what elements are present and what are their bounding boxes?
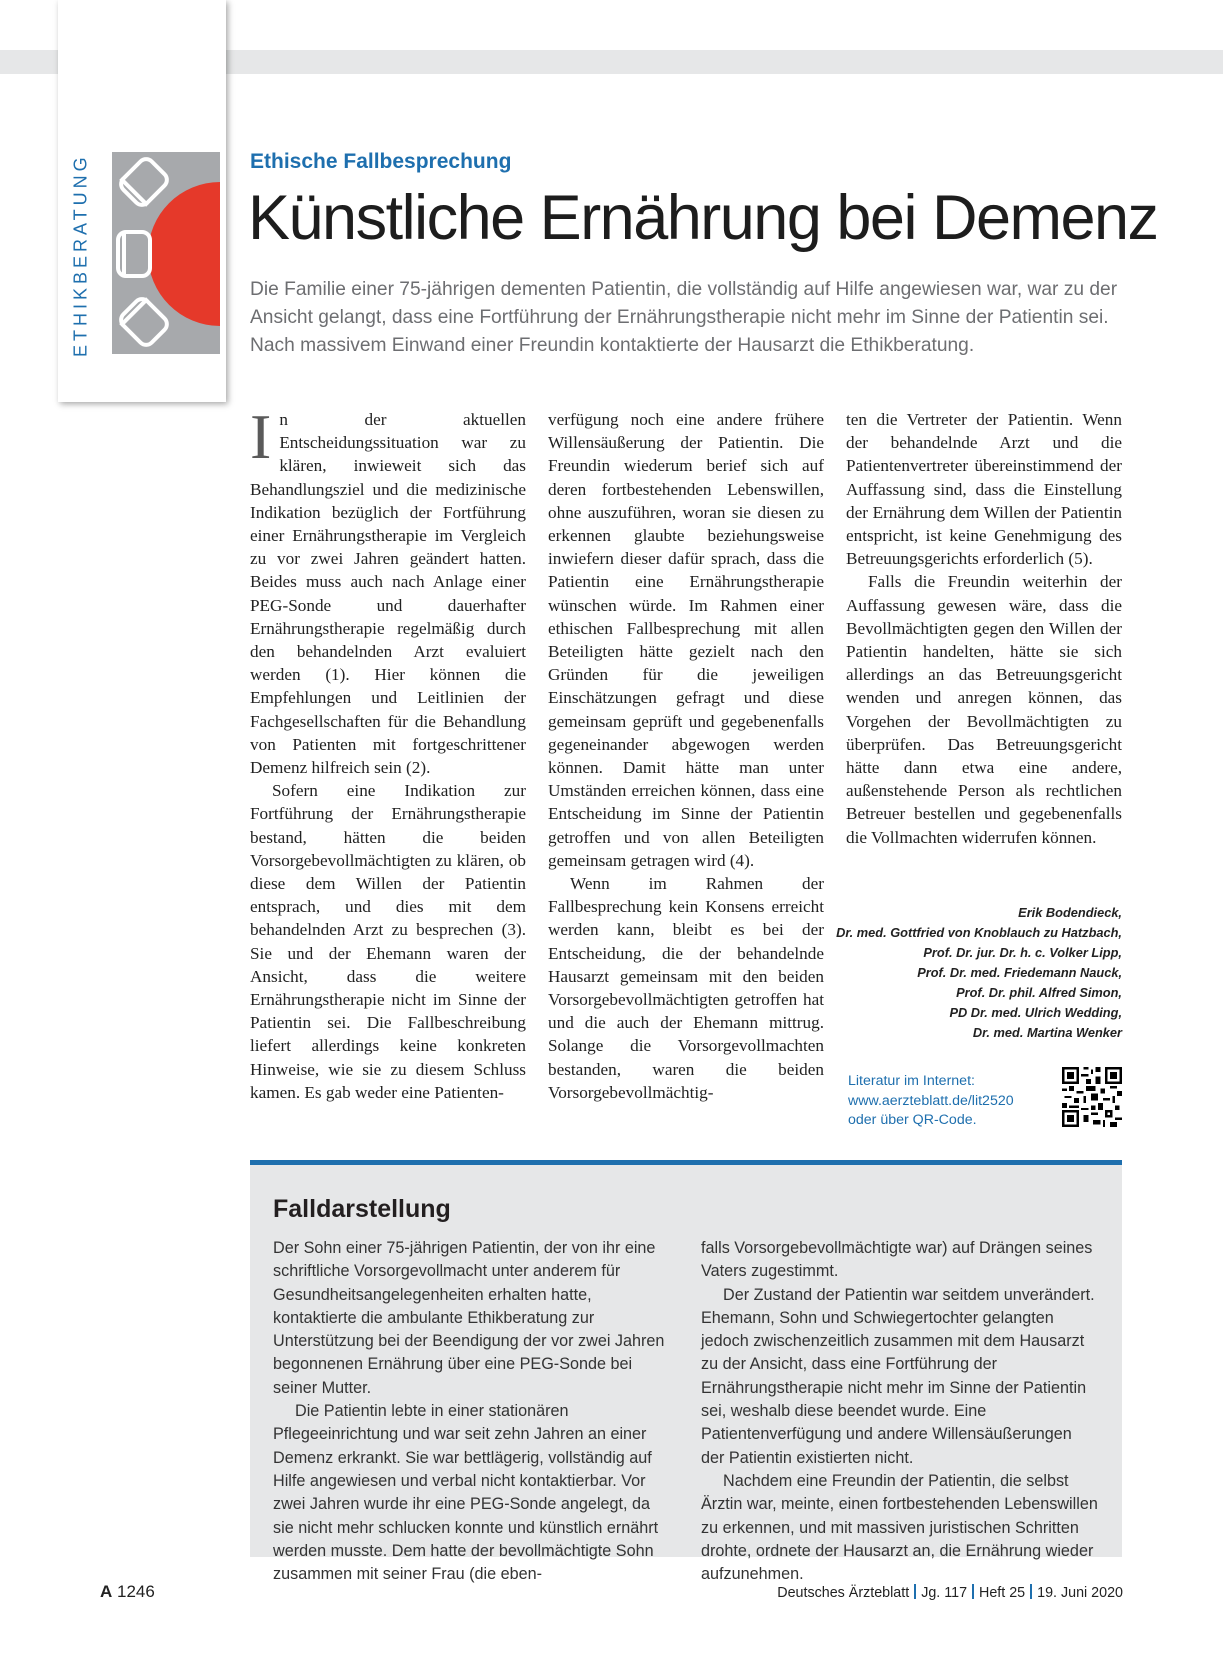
literature-note	[848, 1072, 1014, 1131]
body-column-2	[548, 408, 824, 1104]
body-paragraph: Sofern eine Indikation zur Fortführung der Ernährungstherapie bestand, hätten die beiden Vorsorgebevollmächtigten zu klären, ob diese dem Willen der Patientin entsprach, und dies mit dem behandelnden Arzt zu besprechen (3). Sie und der Ehemann waren der Ansicht, dass die weitere Ernährungstherapie nicht im Sinne der Patientin sei. Die Fallbeschreibung liefert allerdings keine konkreten Hinweise, wie sie zu diesem Schluss kamen. Es gab weder eine Patienten-	[250, 781, 526, 1102]
footer-separator	[914, 1584, 916, 1599]
journal-issue: Heft 25	[979, 1585, 1026, 1601]
journal-volume: Jg. 117	[921, 1585, 968, 1601]
author-name: Dr. med. Gottfried von Knoblauch zu Hatzbach,	[836, 925, 1122, 940]
journal-date: 19. Juni 2020	[1037, 1585, 1123, 1601]
body-column-3	[846, 408, 1122, 849]
author-name: Dr. med. Martina Wenker	[972, 1025, 1122, 1040]
case-box-column-2	[701, 1237, 1099, 1586]
case-paragraph: falls Vorsorgebevollmächtigte war) auf Drängen seines Vaters zugestimmt.	[701, 1239, 1093, 1281]
case-paragraph: Nachdem eine Freundin der Patientin, die selbst Ärztin war, meinte, einen fortbestehenden Lebenswillen zu erkennen, und mit massiven juristischen Schritten drohte, ordnete der Hausarzt an, die Ernährung wieder aufzunehmen.	[701, 1471, 1098, 1584]
qr-code-icon[interactable]	[1062, 1067, 1122, 1127]
author-name: Prof. Dr. med. Friedemann Nauck,	[917, 965, 1122, 980]
body-paragraph: ten die Vertreter der Patientin. Wenn der behandelnde Arzt und die Patientenvertreter übereinstimmend der Auffassung sind, dass die Einstellung der Ernährung dem Willen der Patientin entspricht, ist keine Genehmigung des Betreuungsgerichts erforderlich (5).	[846, 410, 1122, 569]
author-name: PD Dr. med. Ulrich Wedding,	[949, 1005, 1122, 1020]
case-box-title: Falldarstellung	[273, 1195, 451, 1223]
case-paragraph: Der Zustand der Patientin war seitdem unverändert. Ehemann, Sohn und Schwiegertochter gelangten jedoch zwischenzeitlich zusammen mit dem Hausarzt zu der Ansicht, dass eine Fortführung der Ernährungstherapie nicht mehr im Sinne der Patientin sei, weshalb diese beendet wurde. Eine Patientenverfügung und andere Willensäußerungen der Patientin existierten nicht.	[701, 1285, 1095, 1467]
author-list	[830, 903, 1122, 1043]
literature-qr-hint: oder über QR-Code.	[848, 1112, 977, 1128]
body-paragraph: n der aktuellen Entscheidungssituation war zu klären, inwieweit sich das Behandlungsziel und die medizinische Indikation bezüglich der Fortführung einer Ernährungstherapie im Vergleich zu vor zwei Jahren geändert hatten. Beides muss auch nach Anlage einer PEG-Sonde und dauerhafter Ernährungstherapie regelmäßig durch den behandelnden Arzt evaluiert werden (1). Hier können die Empfehlungen und Leitlinien der Fachgesellschaften für die Behandlung von Patienten mit fortgeschrittener Demenz hilfreich sein (2).	[250, 410, 526, 778]
body-paragraph: verfügung noch eine andere frühere Willensäußerung der Patientin. Die Freundin wiederum berief sich auf deren fortbestehenden Lebenswillen, ohne auszuführen, woran sie diesen zu erkennen glaubte beziehungsweise inwiefern dieser dafür sprach, dass die Patientin eine Ernährungstherapie wünschen würde. Im Rahmen einer ethischen Fallbesprechung mit allen Beteiligten hätte gezielt nach den Gründen für die jeweiligen Einschätzungen gefragt und diese gemeinsam geprüft und gegebenenfalls gegeneinander abgewogen werden können. Damit hätte man unter Umständen erreichen können, dass eine Entscheidung im Sinne der Patientin getroffen und von allen Beteiligten gemeinsam getragen wird (4).	[548, 410, 824, 870]
headline: Künstliche Ernährung bei Demenz	[248, 183, 1158, 253]
page-number-value: 1246	[117, 1582, 155, 1601]
page-prefix: A	[100, 1582, 113, 1601]
kicker: Ethische Fallbesprechung	[250, 150, 512, 173]
section-tab-label: ETHIKBERATUNG	[70, 153, 91, 357]
author-name: Erik Bodendieck,	[1018, 905, 1122, 920]
case-paragraph: Die Patientin lebte in einer stationären Pflegeeinrichtung und war seit zehn Jahren an einer Demenz erkrankt. Sie war bettlägerig, vollständig auf Hilfe angewiesen und verbal nicht kontaktierbar. Vor zwei Jahren wurde ihr eine PEG-Sonde angelegt, da sie nicht mehr schlucken konnte und künstlich ernährt werden musste. Dem hatte der bevollmächtigte Sohn zusammen mit seiner Frau (die eben-	[273, 1402, 659, 1584]
footer-separator	[972, 1584, 974, 1599]
literature-heading: Literatur im Internet:	[848, 1073, 975, 1089]
literature-link[interactable]: www.aerzteblatt.de/lit2520	[848, 1092, 1014, 1109]
drop-cap: I	[250, 401, 272, 472]
case-box-column-1	[273, 1237, 671, 1586]
body-paragraph: Wenn im Rahmen der Fallbesprechung kein Konsens erreicht werden kann, bleibt es bei der Entscheidung, die der behandelnde Hausarzt gemeinsam mit den beiden Vorsorgebevollmächtigten getroffen hat und die auch der Ehemann mittrug. Solange die Vorsorgevollmachten bestanden, waren die beiden Vorsorgebevollmächtig-	[548, 874, 824, 1102]
author-name: Prof. Dr. jur. Dr. h. c. Volker Lipp,	[923, 945, 1122, 960]
lead-paragraph: Die Familie einer 75-jährigen dementen Patientin, die vollständig auf Hilfe angewiesen war, war zu der Ansicht gelangt, dass eine Fortführung der Ernährungstherapie nicht mehr im Sinne der Patientin sei. Nach massivem Einwand einer Freundin kontaktierte der Hausarzt die Ethikberatung.	[250, 279, 1118, 356]
author-name: Prof. Dr. phil. Alfred Simon,	[956, 985, 1122, 1000]
journal-name: Deutsches Ärzteblatt	[777, 1585, 910, 1601]
body-column-1	[250, 401, 526, 1104]
case-box	[250, 1160, 1122, 1584]
case-paragraph: Der Sohn einer 75-jährigen Patientin, der von ihr eine schriftliche Vorsorgevollmacht unter anderem für Gesundheitsangelegenheiten erhalten hatte, kontaktierte die ambulante Ethikberatung zur Unterstützung bei der Beendigung der vor zwei Jahren begonnenen Ernährung über eine PEG-Sonde bei seiner Mutter.	[273, 1239, 665, 1397]
ethics-logo-icon	[112, 152, 220, 354]
body-paragraph: Falls die Freundin weiterhin der Auffassung gewesen wäre, dass die Bevollmächtigten gegen den Willen der Patientin handelten, hätte sie sich allerdings an das Betreuungsgericht wenden und anregen können, das Vorgehen der Bevollmächtigten zu überprüfen. Das Betreuungsgericht hätte dann etwa eine andere, außenstehende Person als rechtlichen Betreuer bestellen und gegebenenfalls die Vollmachten widerrufen können.	[846, 572, 1122, 847]
page-number	[100, 1582, 155, 1602]
footer-separator	[1030, 1584, 1032, 1599]
journal-footer	[777, 1584, 1123, 1601]
